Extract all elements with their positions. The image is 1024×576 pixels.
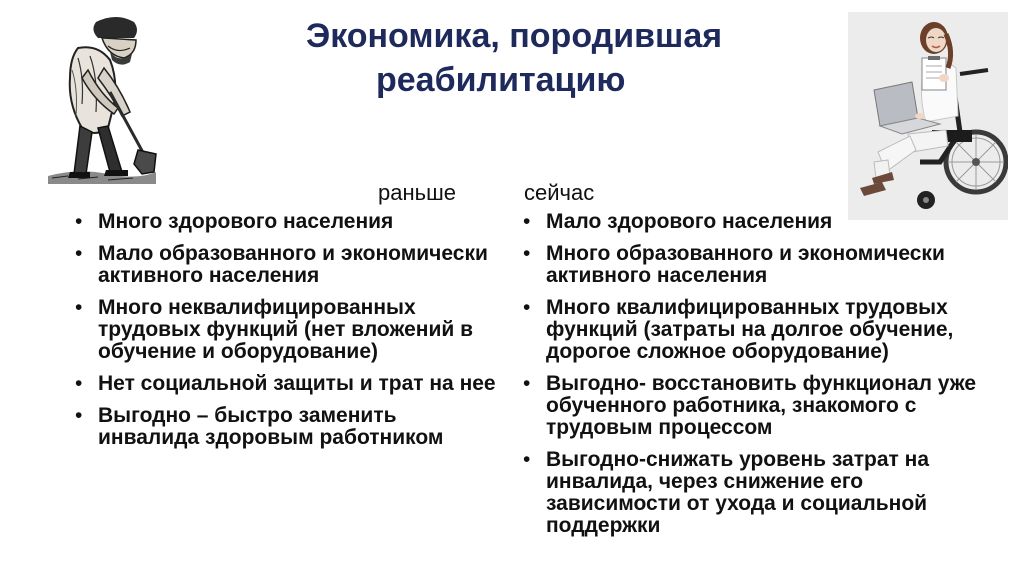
list-item-text: Много квалифицированных трудовых функций (затраты на долгое обучение, дорогое сложное оборудование): [546, 296, 954, 363]
column-label-now: сейчас: [524, 180, 595, 205]
list-item-text: Мало образованного и экономически активного населения: [98, 242, 488, 287]
list-item-text: Выгодно-снижать уровень затрат на инвалида, через снижение его зависимости от ухода и социальной поддержки: [546, 448, 929, 537]
list-item-text: Много образованного и экономически активного населения: [546, 242, 945, 287]
list-item-text: Нет социальной защиты и трат на нее: [98, 372, 496, 395]
bullet-icon: •: [523, 210, 531, 233]
list-item-text: Выгодно- восстановить функционал уже обученного работника, знакомого с трудовым процессом: [546, 372, 977, 439]
list-item: [72, 405, 502, 449]
list-item: [72, 211, 502, 233]
woman-in-wheelchair-with-laptop-photo: [848, 12, 1008, 220]
bullet-icon: •: [523, 296, 531, 319]
bullet-icon: •: [523, 242, 531, 265]
worker-digging-illustration: [38, 8, 160, 186]
title-line-2: реабилитацию: [376, 61, 626, 99]
list-item-text: Выгодно – быстро заменить инвалида здоровым работником: [98, 404, 444, 449]
list-item-text: Много здорового населения: [98, 210, 394, 233]
title-line-1: Экономика, породившая: [306, 17, 723, 55]
bullet-icon: •: [75, 296, 83, 319]
before-list: [72, 211, 502, 459]
list-item: [520, 211, 990, 233]
list-item-text: Мало здорового населения: [546, 210, 833, 233]
bullet-icon: •: [523, 448, 531, 471]
list-item: [520, 243, 990, 287]
list-item: [520, 449, 990, 537]
bullet-icon: •: [75, 242, 83, 265]
list-item: [72, 373, 502, 395]
bullet-icon: •: [75, 404, 83, 427]
list-item: [520, 297, 990, 363]
now-list: [520, 211, 990, 547]
bullet-icon: •: [75, 210, 83, 233]
list-item-text: Много неквалифицированных трудовых функций (нет вложений в обучение и оборудование): [98, 296, 474, 363]
bullet-icon: •: [75, 372, 83, 395]
list-item: [72, 297, 502, 363]
column-label-before: раньше: [378, 180, 456, 205]
bullet-icon: •: [523, 372, 531, 395]
list-item: [72, 243, 502, 287]
list-item: [520, 373, 990, 439]
